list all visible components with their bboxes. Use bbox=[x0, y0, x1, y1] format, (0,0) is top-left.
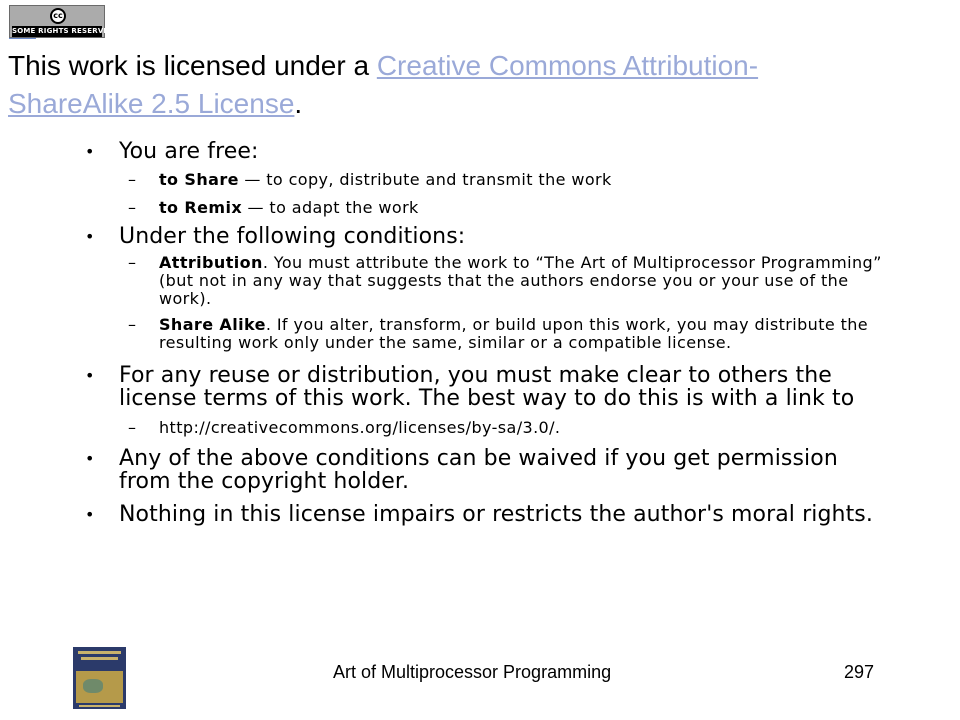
attribution-term: Attribution bbox=[159, 253, 263, 272]
bullet-conditions bbox=[85, 225, 885, 248]
remix-term: to Remix bbox=[159, 198, 243, 217]
bullet-marker: • bbox=[85, 142, 95, 161]
license-suffix: . bbox=[294, 88, 303, 119]
dash-marker: – bbox=[128, 315, 137, 334]
page-number: 297 bbox=[844, 662, 875, 682]
remix-desc: — to adapt the work bbox=[242, 198, 419, 217]
free-heading: You are free: bbox=[119, 139, 259, 164]
bullet-moral bbox=[85, 503, 885, 526]
badge-link-underline bbox=[9, 38, 36, 39]
bullet-marker: • bbox=[85, 449, 95, 468]
bullet-marker: • bbox=[85, 366, 95, 385]
dash-marker: – bbox=[128, 198, 137, 217]
condition-sharealike bbox=[85, 316, 885, 352]
conditions-heading: Under the following conditions: bbox=[119, 224, 466, 249]
license-prefix: This work is licensed under a bbox=[8, 50, 377, 81]
sharealike-term: Share Alike bbox=[159, 315, 266, 334]
dash-marker: – bbox=[128, 170, 137, 189]
dash-marker: – bbox=[128, 253, 137, 272]
cc-license-badge[interactable] bbox=[9, 5, 115, 38]
bullet-marker: • bbox=[85, 227, 95, 246]
license-link[interactable]: Creative Commons Attribution-ShareAlike 2.5 License bbox=[8, 50, 759, 119]
reuse-text: For any reuse or distribution, you must make clear to others the license terms of this work. The best way to do this is with a link to bbox=[119, 363, 855, 411]
share-term: to Share bbox=[159, 170, 239, 189]
reuse-url: http://creativecommons.org/licenses/by-sa/3.0/. bbox=[159, 418, 561, 437]
bullet-free bbox=[85, 140, 885, 163]
bullet-reuse bbox=[85, 364, 885, 410]
book-cover-thumbnail bbox=[73, 647, 126, 709]
bullet-marker: • bbox=[85, 505, 95, 524]
attribution-desc: . You must attribute the work to “The Art of Multiprocessor Programming” (but not in any way that suggests that the authors endorse you or your use of the work). bbox=[159, 253, 882, 308]
license-terms bbox=[85, 140, 885, 526]
sharealike-desc: . If you alter, transform, or build upon this work, you may distribute the resulting work only under the same, similar or a compatible license. bbox=[159, 315, 869, 352]
cc-logo-icon: cc bbox=[50, 8, 66, 24]
share-desc: — to copy, distribute and transmit the work bbox=[238, 170, 612, 189]
waive-text: Any of the above conditions can be waived if you get permission from the copyright holder. bbox=[119, 446, 838, 494]
footer-title: Art of Multiprocessor Programming bbox=[333, 662, 612, 682]
dash-marker: – bbox=[128, 418, 137, 437]
free-share-item bbox=[85, 171, 885, 189]
moral-text: Nothing in this license impairs or restricts the author's moral rights. bbox=[119, 502, 873, 527]
reuse-url-item bbox=[85, 419, 885, 437]
license-statement bbox=[8, 47, 888, 123]
bullet-waive bbox=[85, 447, 885, 493]
cc-badge-label: SOME RIGHTS RESERVED bbox=[12, 27, 115, 35]
condition-attribution bbox=[85, 254, 885, 308]
free-remix-item bbox=[85, 199, 885, 217]
